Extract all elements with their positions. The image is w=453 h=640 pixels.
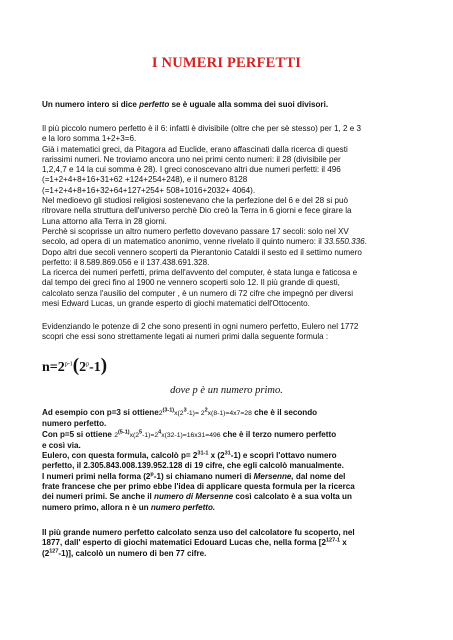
formula-caption: dove p è un numero primo. [170,385,283,396]
euler-paragraph: Evidenziando le potenze di 2 che sono presenti in ogni numero perfetto, Eulero nel 1772 scopri che essi sono strettamente legati ai numeri primi dalla seguente formula : [42,322,359,342]
final-paragraph: Il più grande numero perfetto calcolato senza uso del calcolatore fu scoperto, nel 1877, dall' esperto di giochi matematici Edouard Lucas che, nella forma [2$^{127-1}$ x $(2^{127}-1)$], calcolò un numero di ben 77 cifre. [42,528,355,558]
intro-definition: Un numero intero si dice perfetto se è uguale alla somma dei suoi divisori. [42,100,329,109]
euler-formula: $n=2^{p-1}(2^p-1)$ [42,355,108,376]
history-paragraph: Il più piccolo numero perfetto è il 6: infatti è divisibile (oltre che per sè stesso) per 1, 2 e 3 e la loro somma 1+2+3=6. Già i matematici greci, da Pitagora ad Euclide, erano affascinati dalla ricerca di questi rarissimi numeri. Ne troviamo ancora uno nei primi cento numeri: il 28 (divisibile per 1,2,4,7 e 14 la cui somma è 28). I greci conoscevano altri due numeri perfetti: il 496 (=1+2+4+8+16+31+62 +124+254+248), e il numero 8128 (=1+2+4+8+16+32+64+127+254+ 508+1016+2032+ 4064). Nel medioevo gli studiosi religiosi sostenevano che la perfezione del 6 e del 28 si può ritrovare nella struttura dell'universo perchè Dio creò la Terra in 6 giorni e fece girare la Luna attorno alla Terra in 28 giorni. Perchè si scoprisse un altro numero perfetto dovevano passare 17 secoli: solo nel XV secolo, ad opera di un matematico anonimo, venne rivelato il quinto numero: il 33.550.336. Dopo altri due secoli vennero scoperti da Pierantonio Cataldi il sesto ed il settimo numero perfetto: il 8.589.869.056 e il 137.438.691.328. La ricerca dei numeri perfetti, prima dell'avvento del computer, è stata lunga e faticosa e dal tempo dei greci fino al 1900 ne vennero scoperti solo 12. Il più grande di questi, calcolato senza l'ausilio del computer , è un numero di 72 cifre che impegnò per diversi mesi Edward Lucas, un grande esperto di giochi matematici dell'Ottocento. [42,124,367,309]
page-title: I NUMERI PERFETTI [151,55,302,71]
examples-paragraph: Ad esempio con p=3 si $ottiene2^{(3-1)}x(2^3-1)= 2^2x(8-1)=4x7=28$ che è il secondo numero perfetto. Con p=5 si ottiene $2^{(5-1)}x(2^5-1)=2^4x(32-1)=16x31=496$ che è il terzo numero perfetto e così via. Eulero, con questa formula, calcolò $p= 2^{31-1}$ x $(2^{31}-1)$ e scoprì l'ottavo numero perfetto, il 2.305.843.008.139.952.128 di 19 cifre, che egli calcolò manualmente. I numeri primi nella forma (2$^p$-1) si chiamano numeri di Mersenne, dal nome del frate francese che per primo ebbe l'idea di applicare questa formula per la ricerca dei numeri primi. Se anche il numero di Mersenne così calcolato è a sua volta un numero primo, allora n è un numero perfetto. [42,407,355,512]
